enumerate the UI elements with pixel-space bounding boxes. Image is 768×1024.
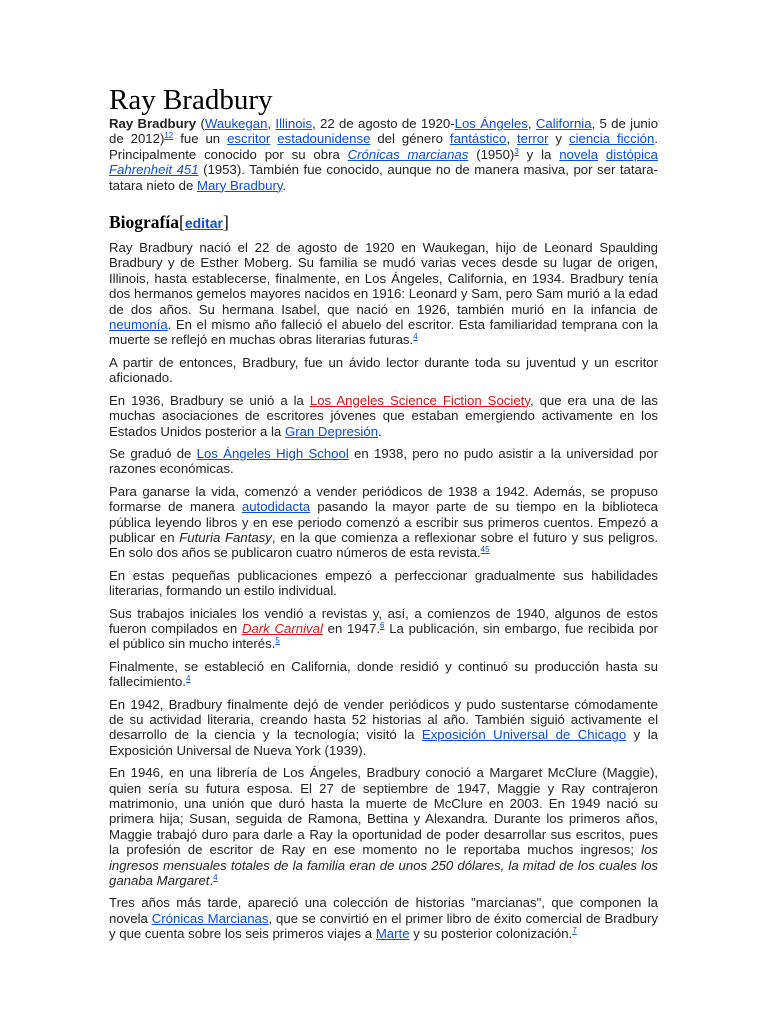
text: A partir de entonces, Bradbury, fue un ávido lector durante toda su juventud y un escritor aficionado.: [109, 354, 658, 386]
paragraph-1: [109, 240, 658, 348]
magazine-title: Futuria Fantasy: [179, 529, 272, 545]
link-fahrenheit-451[interactable]: Fahrenheit 451: [109, 162, 199, 178]
text: , en la que comienza a reflexionar sobre el futuro y sus peligros. En solo dos años se publicaron cuatro números de esta revista.: [109, 529, 658, 561]
text: Se graduó de: [109, 445, 197, 461]
text: pasando la mayor parte de su tiempo en la biblioteca pública leyendo libros y en ese periodo comenzó a escribir sus primeros cuentos. Empezó a publicar en: [109, 499, 658, 545]
paragraph-6: [109, 568, 658, 599]
text: En 1936, Bradbury se unió a la: [109, 392, 310, 408]
reference-link[interactable]: 6: [380, 620, 385, 630]
reference-link[interactable]: 2: [168, 131, 174, 141]
reference-45[interactable]: [481, 545, 490, 554]
link-waukegan[interactable]: Waukegan: [204, 116, 268, 131]
reference-link[interactable]: 4: [185, 674, 191, 684]
text: ,: [506, 131, 517, 147]
link-marte[interactable]: Marte: [375, 926, 410, 942]
text: ,: [267, 116, 276, 131]
edit-section-link[interactable]: editar: [184, 215, 223, 232]
link-escritor[interactable]: escritor: [227, 131, 271, 147]
text: . En el mismo año falleció el abuelo del escritor. Esta familiaridad temprana con la muerte se reflejó en muchas obras literarias futuras.: [109, 317, 658, 348]
reference-4[interactable]: [413, 332, 417, 341]
text: Finalmente, se estableció en California, donde residió y continuó su producción hasta su fallecimiento.: [109, 658, 658, 690]
link-novela[interactable]: novela: [559, 146, 599, 162]
text: , que se convirtió en el primer libro de éxito comercial de Bradbury y que cuenta sobre los seis primeros viajes a: [109, 910, 658, 942]
link-terror[interactable]: terror: [516, 131, 549, 147]
link-estadounidense[interactable]: estadounidense: [277, 131, 371, 147]
text: y: [548, 131, 569, 147]
italic-quote: los ingresos mensuales totales de la familia eran de unos 250 dólares, la mitad de los cuales los ganaba Margaret: [109, 842, 658, 889]
text: y su posterior colonización.: [409, 926, 573, 942]
reference-link[interactable]: 7: [572, 926, 577, 936]
link-los-angeles[interactable]: Los Ángeles: [454, 116, 528, 131]
text: y la Exposición Universal de Nueva York (1939).: [109, 727, 658, 758]
edit-bracket-close: ]: [222, 212, 229, 233]
text: y la: [518, 146, 560, 162]
paragraph-5: [109, 484, 658, 561]
text: del género: [370, 131, 450, 147]
paragraph-2: [109, 355, 658, 386]
page-title: Ray Bradbury: [109, 84, 273, 116]
text: Ray Bradbury nació el 22 de agosto de 1920 en Waukegan, hijo de Leonard Spaulding Bradbury y de Esther Moberg. Su familia se mudó varias veces desde su lugar de origen, Illinois, hasta establecerse, finalmente, en Los Ángeles, California, en 1934. Bradbury tenía dos hermanos gemelos mayores nacidos en 1916: Leonard y Sam, pero Sam murió a la edad de dos años. Su hermana Isabel, que nació en 1926, también murió en la infancia de: [109, 240, 658, 317]
section-heading-text: Biografía: [109, 212, 179, 233]
link-dark-carnival[interactable]: Dark Carnival: [241, 620, 323, 636]
edit-bracket-open: [: [179, 212, 185, 233]
reference-link[interactable]: 45: [480, 545, 490, 555]
link-gran-depresion[interactable]: Gran Depresión: [284, 423, 379, 439]
text: .: [282, 177, 287, 193]
text: , que era una de las muchas asociaciones de escritores jóvenes que estaban emergiendo activamente en los Estados Unidos posterior a la: [109, 392, 659, 439]
reference-link[interactable]: 1: [164, 131, 169, 141]
section-heading-biografia: [109, 211, 658, 234]
reference-link[interactable]: 4: [213, 873, 218, 883]
link-ciencia-ficcion[interactable]: ciencia ficción: [568, 131, 655, 147]
text: ,: [527, 116, 536, 131]
link-la-high-school[interactable]: Los Ángeles High School: [196, 445, 349, 461]
text: .: [378, 423, 382, 439]
subject-name: Ray Bradbury: [109, 116, 197, 131]
reference-7[interactable]: [572, 926, 576, 935]
link-mary-bradbury[interactable]: Mary Bradbury: [196, 177, 283, 193]
text: en 1938, pero no pudo asistir a la universidad por razones económicas.: [109, 445, 659, 477]
text: (: [196, 116, 205, 131]
paragraph-9: [109, 697, 658, 759]
text: , 22 de agosto de 1920-: [312, 116, 455, 131]
text: Sus trabajos iniciales los vendió a revistas y, así, a comienzos de 1940, algunos de estos fueron compilados en: [109, 605, 658, 636]
text: Para ganarse la vida, comenzó a vender periódicos de 1938 a 1942. Además, se propuso formarse de manera: [109, 483, 658, 515]
link-neumonia[interactable]: neumonía: [109, 317, 168, 333]
text: En 1942, Bradbury finalmente dejó de vender periódicos y pudo sustentarse cómodamente de su actividad literaria, creando hasta 52 historias al año. También siguió activamente el desarrollo de la ciencia y la tecnología; visitó la: [109, 696, 658, 743]
link-fantastico[interactable]: fantástico: [449, 131, 507, 147]
text: (1953). También fue conocido, aunque no de manera masiva, por ser tatara-tatara nieto de: [109, 162, 658, 193]
reference-link[interactable]: 4: [413, 332, 418, 342]
link-distopica[interactable]: distópica: [605, 146, 658, 162]
paragraph-7: [109, 606, 658, 652]
link-autodidacta[interactable]: autodidacta: [241, 499, 311, 515]
paragraph-8: [109, 659, 658, 690]
paragraph-3: [109, 393, 658, 439]
reference-4[interactable]: [213, 873, 217, 882]
text: en 1947.: [322, 620, 381, 636]
link-expo-chicago[interactable]: Exposición Universal de Chicago: [421, 727, 627, 743]
paragraph-11: [109, 895, 658, 941]
paragraph-10: [109, 765, 658, 888]
text: [598, 147, 606, 162]
text: .: [209, 873, 214, 889]
paragraph-4: [109, 446, 658, 477]
reference-4[interactable]: [186, 674, 190, 683]
text: , 5 de junio de 2012): [109, 116, 659, 147]
link-california[interactable]: California: [535, 116, 592, 131]
intro-paragraph: [109, 116, 658, 193]
text: En estas pequeñas publicaciones empezó a perfeccionar gradualmente sus habilidades literarias, formando un estilo individual.: [109, 567, 658, 599]
text: Tres años más tarde, apareció una colección de historias "marcianas", que componen la novela: [109, 895, 658, 926]
text: (1950): [468, 146, 515, 162]
reference-link[interactable]: 3: [514, 146, 519, 156]
link-illinois[interactable]: Illinois: [275, 116, 313, 131]
text: . Principalmente conocido por su obra: [109, 131, 659, 162]
text: En 1946, en una librería de Los Ángeles, Bradbury conoció a Margaret McClure (Maggie), quien sería su futura esposa. El 27 de septiembre de 1947, Maggie y Ray contrajeron matrimonio, una unión que duró hasta la muerte de McClure en 2003. En 1949 nació su primera hija; Susan, seguida de Ramona, Bettina y Alexandra. Durante los primeros años, Maggie trabajó duro para darle a Ray la oportunidad de poder desarrollar sus escritos, pues la profesión de escritor de Ray en ese momento no le reportaba muchos ingresos;: [109, 765, 658, 858]
link-cronicas-marcianas[interactable]: Crónicas marcianas: [347, 146, 469, 162]
text: fue un: [173, 131, 228, 147]
text: La publicación, sin embargo, fue recibida por el público sin mucho interés.: [109, 620, 658, 652]
link-la-science-fiction-society[interactable]: Los Angeles Science Fiction Society: [309, 392, 530, 408]
article: [109, 84, 658, 949]
link-cronicas-marcianas-2[interactable]: Crónicas Marcianas: [151, 910, 269, 926]
reference-link[interactable]: 5: [275, 636, 280, 646]
reference-5[interactable]: [275, 636, 279, 645]
